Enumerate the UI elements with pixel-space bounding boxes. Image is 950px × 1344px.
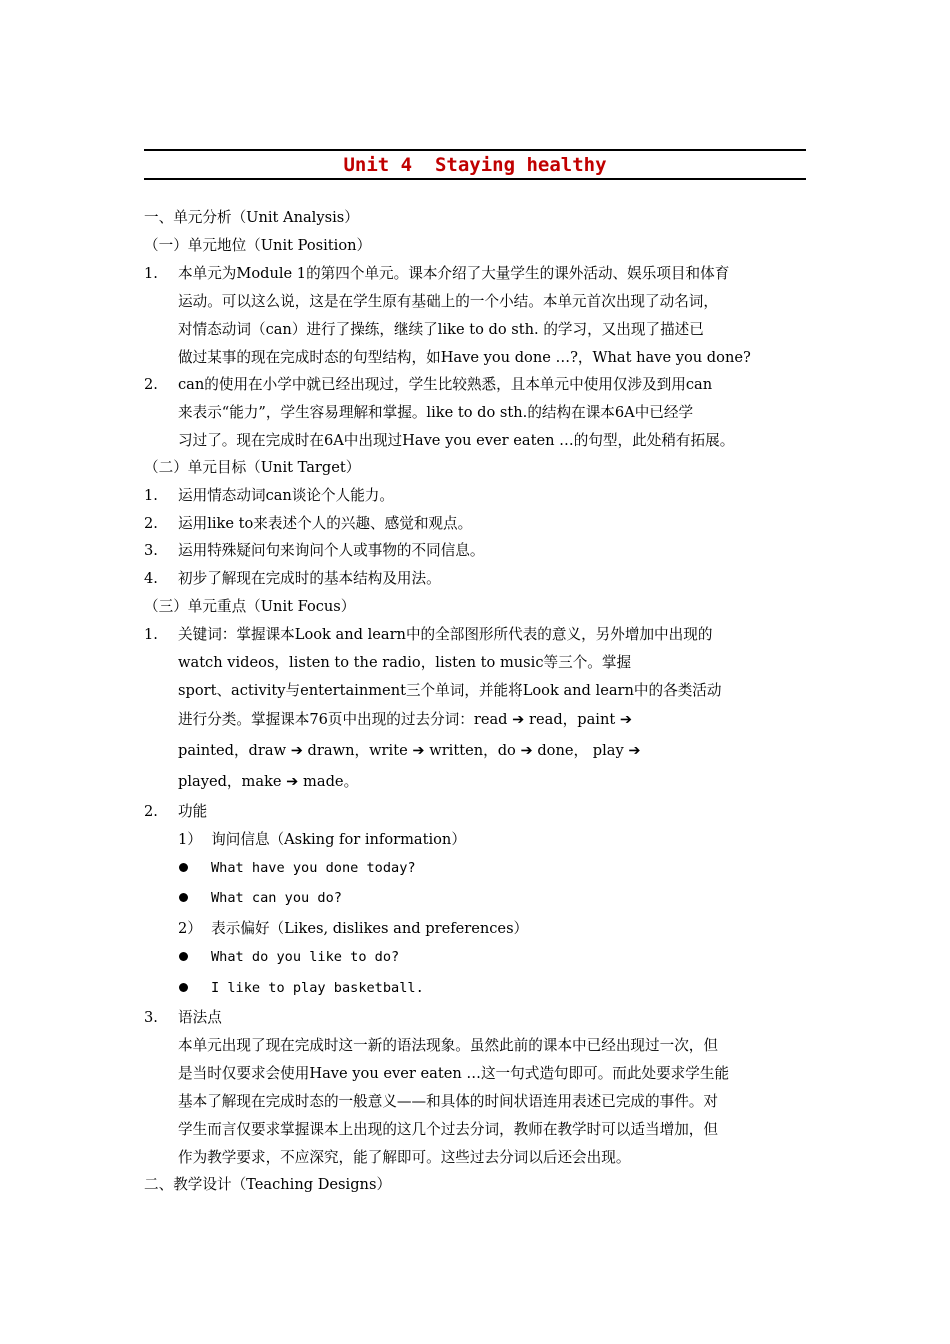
paragraph-line: 习过了。现在完成时在6A中出现过Have you ever eaten …的句型，此处稍有拓展。 (178, 432, 735, 449)
sub-heading: 1） 询问信息（Asking for information） (178, 831, 466, 848)
title-block (144, 149, 806, 180)
section-1b-heading: （二）单元目标（Unit Target） (144, 459, 361, 476)
bullet-text: What have you done today? (211, 860, 416, 876)
list-item: 运用情态动词can谈论个人能力。 (178, 487, 394, 504)
paragraph-line: 关键词：掌握课本Look and learn中的全部图形所代表的意义，另外增加中出现的 (178, 626, 713, 643)
bullet-icon (179, 893, 188, 902)
list-item: 运用特殊疑问句来询问个人或事物的不同信息。 (178, 542, 485, 559)
paragraph-line: 基本了解现在完成时态的一般意义——和具体的时间状语连用表述已完成的事件。对 (178, 1093, 718, 1110)
list-number: 2. (144, 376, 158, 393)
list-number: 4. (144, 570, 158, 587)
paragraph-line: 来表示“能力”，学生容易理解和掌握。like to do sth.的结构在课本6A中已经学 (178, 404, 694, 421)
paragraph-line: 做过某事的现在完成时态的句型结构，如Have you done …?，What have you done? (178, 349, 751, 366)
section-1a-heading: （一）单元地位（Unit Position） (144, 237, 372, 254)
list-item-label: 功能 (178, 803, 208, 820)
paragraph-line: watch videos，listen to the radio，listen to music等三个。掌握 (178, 654, 632, 671)
section-1c-heading: （三）单元重点（Unit Focus） (144, 598, 356, 615)
list-number: 3. (144, 542, 158, 559)
paragraph-line: can的使用在小学中就已经出现过，学生比较熟悉，且本单元中使用仅涉及到用can (178, 376, 713, 393)
paragraph-line: 学生而言仅要求掌握课本上出现的这几个过去分词，教师在教学时可以适当增加，但 (178, 1121, 718, 1138)
bullet-icon (179, 952, 188, 961)
bullet-text: I like to play basketball. (211, 980, 424, 996)
sub-heading: 2） 表示偏好（Likes, dislikes and preferences） (178, 920, 529, 937)
paragraph-line: 运动。可以这么说，这是在学生原有基础上的一个小结。本单元首次出现了动名词， (178, 293, 718, 310)
list-item: 运用like to来表述个人的兴趣、感觉和观点。 (178, 515, 473, 532)
paragraph-line: played，make ➔ made。 (178, 773, 359, 790)
list-number: 3. (144, 1009, 158, 1026)
list-number: 1. (144, 265, 158, 282)
list-number: 2. (144, 515, 158, 532)
page-title: Unit 4 Staying healthy (343, 154, 607, 176)
list-item: 初步了解现在完成时的基本结构及用法。 (178, 570, 441, 587)
paragraph-line: 作为教学要求，不应深究，能了解即可。这些过去分词以后还会出现。 (178, 1149, 631, 1166)
list-number: 2. (144, 803, 158, 820)
section-1-heading: 一、单元分析（Unit Analysis） (144, 209, 359, 226)
bullet-text: What do you like to do? (211, 949, 400, 965)
paragraph-line: 对情态动词（can）进行了操练，继续了like to do sth. 的学习，又出现了描述已 (178, 321, 704, 338)
section-2-heading: 二、教学设计（Teaching Designs） (144, 1176, 392, 1193)
paragraph-line: 本单元出现了现在完成时这一新的语法现象。虽然此前的课本中已经出现过一次，但 (178, 1037, 718, 1054)
list-item-label: 语法点 (178, 1009, 222, 1026)
bullet-icon (179, 863, 188, 872)
paragraph-line: sport、activity与entertainment三个单词，并能将Look and learn中的各类活动 (178, 682, 722, 699)
paragraph-line: painted，draw ➔ drawn，write ➔ written，do ➔ done， play ➔ (178, 742, 641, 759)
bullet-icon (179, 983, 188, 992)
paragraph-line: 进行分类。掌握课本76页中出现的过去分词：read ➔ read，paint ➔ (178, 711, 633, 728)
list-number: 1. (144, 626, 158, 643)
paragraph-line: 本单元为Module 1的第四个单元。课本介绍了大量学生的课外活动、娱乐项目和体育 (178, 265, 730, 282)
paragraph-line: 是当时仅要求会使用Have you ever eaten …这一句式造句即可。而此处要求学生能 (178, 1065, 730, 1082)
bullet-text: What can you do? (211, 890, 342, 906)
list-number: 1. (144, 487, 158, 504)
